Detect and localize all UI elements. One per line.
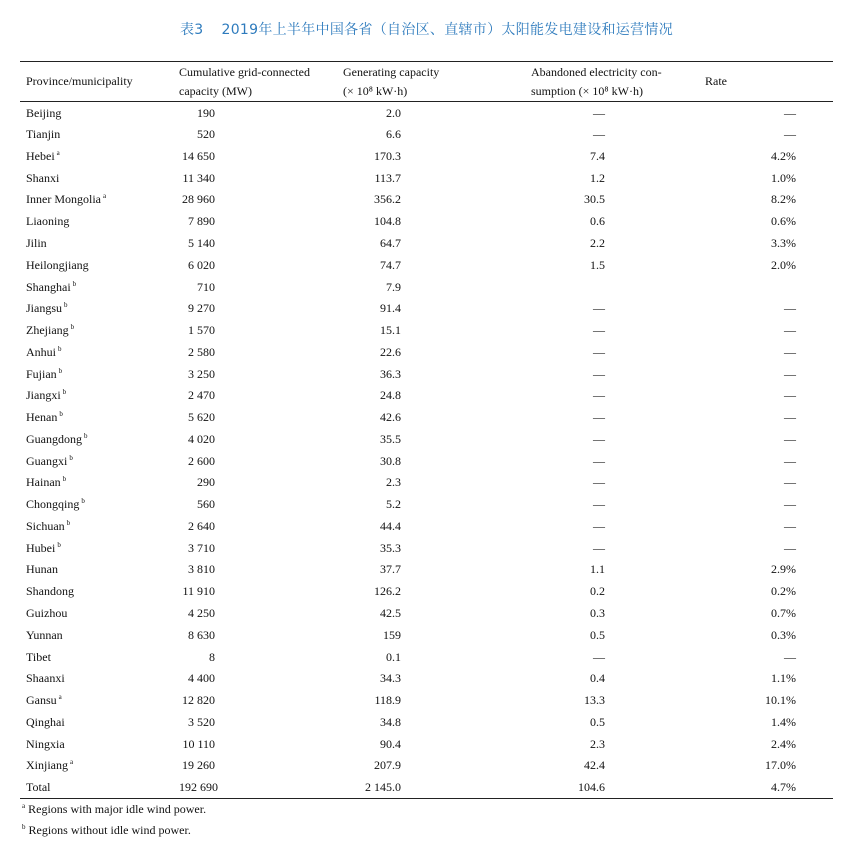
abandoned-cell: 2.2 bbox=[590, 235, 605, 250]
rate-cell: — bbox=[784, 540, 796, 555]
table-row bbox=[20, 580, 833, 602]
table-row bbox=[20, 189, 833, 211]
generating-cell: 2.0 bbox=[386, 105, 401, 120]
province-cell bbox=[20, 602, 179, 624]
rate-cell: 4.2% bbox=[771, 148, 796, 163]
generating-cell: 2 145.0 bbox=[343, 776, 531, 798]
province-cell bbox=[20, 776, 179, 798]
province-cell bbox=[20, 167, 179, 189]
footnote-marker: b bbox=[69, 453, 73, 462]
capacity-cell: 9 270 bbox=[188, 301, 215, 316]
capacity-cell: 28 960 bbox=[182, 192, 215, 207]
header-generating-line2: (× 10⁸ kW·h) bbox=[343, 83, 408, 98]
table-row bbox=[20, 450, 833, 472]
table-row bbox=[20, 667, 833, 689]
generating-cell: 22.6 bbox=[380, 344, 401, 359]
table-row bbox=[20, 276, 833, 298]
capacity-cell: 7 890 bbox=[188, 214, 215, 229]
table-row bbox=[20, 624, 833, 646]
footnote-marker: b bbox=[58, 366, 63, 375]
generating-cell: 5.2 bbox=[386, 497, 401, 512]
table-row bbox=[20, 123, 833, 145]
capacity-cell: 19 260 bbox=[182, 758, 215, 773]
province-name: Inner Mongolia bbox=[26, 192, 101, 207]
table-row bbox=[20, 537, 833, 559]
province-name: Hainan bbox=[26, 475, 61, 490]
footnote-text: Regions without idle wind power. bbox=[28, 823, 191, 837]
header-generating bbox=[343, 62, 531, 102]
abandoned-cell: 7.4 bbox=[590, 148, 605, 163]
province-name: Beijing bbox=[26, 105, 62, 120]
rate-cell: 3.3% bbox=[771, 235, 796, 250]
province-cell bbox=[20, 711, 179, 733]
province-name: Ningxia bbox=[26, 736, 65, 751]
province-cell bbox=[20, 754, 179, 776]
footnote-marker: b bbox=[57, 540, 61, 549]
province-name: Heilongjiang bbox=[26, 257, 89, 272]
capacity-cell: 5 140 bbox=[188, 235, 215, 250]
province-name: Fujian bbox=[26, 366, 57, 381]
table-row bbox=[20, 406, 833, 428]
province-cell bbox=[20, 363, 179, 385]
province-name: Anhui bbox=[26, 344, 56, 359]
generating-cell: 74.7 bbox=[380, 257, 401, 272]
table-row bbox=[20, 167, 833, 189]
footnote-text: Regions with major idle wind power. bbox=[28, 802, 207, 816]
capacity-cell: 3 810 bbox=[188, 562, 215, 577]
capacity-cell: 3 710 bbox=[188, 540, 215, 555]
table-row bbox=[20, 102, 833, 124]
province-name: Shanxi bbox=[26, 170, 60, 185]
rate-cell: — bbox=[784, 344, 796, 359]
province-name: Chongqing bbox=[26, 497, 80, 512]
abandoned-cell: — bbox=[593, 540, 605, 555]
rate-cell: 0.6% bbox=[771, 214, 796, 229]
rate-cell: 17.0% bbox=[765, 758, 796, 773]
abandoned-cell: — bbox=[593, 301, 605, 316]
table-row bbox=[20, 689, 833, 711]
table-row bbox=[20, 602, 833, 624]
table-row bbox=[20, 711, 833, 733]
province-name: Shanghai bbox=[26, 279, 71, 294]
rate-cell bbox=[705, 276, 833, 298]
capacity-cell: 4 400 bbox=[188, 671, 215, 686]
header-rate: Rate bbox=[705, 62, 833, 102]
table-row bbox=[20, 297, 833, 319]
abandoned-cell: 1.2 bbox=[590, 170, 605, 185]
footnote-marker: b bbox=[72, 279, 77, 288]
rate-cell: — bbox=[784, 518, 796, 533]
province-name: Shaanxi bbox=[26, 671, 65, 686]
generating-cell: 207.9 bbox=[374, 758, 401, 773]
rate-cell: 1.4% bbox=[771, 714, 796, 729]
generating-cell: 118.9 bbox=[374, 693, 401, 708]
province-name: Tibet bbox=[26, 649, 51, 664]
generating-cell: 30.8 bbox=[380, 453, 401, 468]
capacity-cell: 190 bbox=[197, 105, 215, 120]
abandoned-cell: — bbox=[593, 344, 605, 359]
footnote-marker: a bbox=[56, 148, 60, 157]
abandoned-cell: — bbox=[593, 497, 605, 512]
province-cell bbox=[20, 733, 179, 755]
capacity-cell: 10 110 bbox=[182, 736, 215, 751]
capacity-cell: 2 600 bbox=[188, 453, 215, 468]
province-name: Qinghai bbox=[26, 714, 65, 729]
capacity-cell: 290 bbox=[197, 475, 215, 490]
header-capacity bbox=[179, 62, 343, 102]
abandoned-cell: — bbox=[593, 453, 605, 468]
rate-cell: — bbox=[784, 323, 796, 338]
table-title: 2019年上半年中国各省（自治区、直辖市）太阳能发电建设和运营情况 bbox=[221, 22, 674, 38]
table-row bbox=[20, 384, 833, 406]
province-cell bbox=[20, 341, 179, 363]
province-cell bbox=[20, 624, 179, 646]
table-row bbox=[20, 472, 833, 494]
rate-cell: 0.7% bbox=[771, 605, 796, 620]
generating-cell: 24.8 bbox=[380, 388, 401, 403]
table-header-row bbox=[20, 62, 833, 102]
capacity-cell: 6 020 bbox=[188, 257, 215, 272]
rate-cell: — bbox=[784, 497, 796, 512]
province-cell bbox=[20, 123, 179, 145]
capacity-cell: 3 250 bbox=[188, 366, 215, 381]
table-row bbox=[20, 493, 833, 515]
generating-cell: 0.1 bbox=[386, 649, 401, 664]
rate-cell: — bbox=[784, 301, 796, 316]
province-name: Gansu bbox=[26, 693, 57, 708]
abandoned-cell: 0.4 bbox=[590, 671, 605, 686]
abandoned-cell: — bbox=[593, 105, 605, 120]
abandoned-cell: — bbox=[593, 431, 605, 446]
rate-cell: 10.1% bbox=[765, 693, 796, 708]
capacity-cell: 8 630 bbox=[188, 627, 215, 642]
abandoned-cell: — bbox=[593, 518, 605, 533]
generating-cell: 35.5 bbox=[380, 431, 401, 446]
province-cell bbox=[20, 493, 179, 515]
province-cell bbox=[20, 319, 179, 341]
table-row bbox=[20, 341, 833, 363]
generating-cell: 36.3 bbox=[380, 366, 401, 381]
table-row bbox=[20, 646, 833, 668]
generating-cell: 34.8 bbox=[380, 714, 401, 729]
header-abandoned bbox=[531, 62, 705, 102]
rate-cell: 1.0% bbox=[771, 170, 796, 185]
footnote-marker: b bbox=[59, 410, 63, 419]
province-cell bbox=[20, 537, 179, 559]
table-row bbox=[20, 428, 833, 450]
rate-cell: 2.9% bbox=[771, 562, 796, 577]
footnote-marker: a bbox=[70, 758, 74, 767]
header-province: Province/municipality bbox=[20, 62, 179, 102]
abandoned-cell: — bbox=[593, 388, 605, 403]
abandoned-cell: — bbox=[593, 475, 605, 490]
abandoned-cell: 0.6 bbox=[590, 214, 605, 229]
footnote-marker: b bbox=[58, 344, 62, 353]
header-capacity-line2: capacity (MW) bbox=[179, 83, 252, 98]
rate-cell: — bbox=[784, 366, 796, 381]
capacity-cell: 710 bbox=[197, 279, 215, 294]
footnote-marker: b bbox=[66, 518, 71, 527]
province-cell bbox=[20, 145, 179, 167]
capacity-cell: 560 bbox=[197, 497, 215, 512]
generating-cell: 113.7 bbox=[374, 170, 401, 185]
abandoned-cell: 2.3 bbox=[590, 736, 605, 751]
province-cell bbox=[20, 580, 179, 602]
province-name: Total bbox=[26, 779, 51, 794]
table-row bbox=[20, 232, 833, 254]
header-capacity-line1: Cumulative grid-connected bbox=[179, 64, 310, 79]
rate-cell: — bbox=[784, 388, 796, 403]
footnote-marker: b bbox=[62, 475, 67, 484]
province-name: Shandong bbox=[26, 584, 74, 599]
generating-cell: 42.6 bbox=[380, 410, 401, 425]
table-row bbox=[20, 210, 833, 232]
generating-cell: 35.3 bbox=[380, 540, 401, 555]
province-name: Hebei bbox=[26, 148, 55, 163]
province-cell bbox=[20, 559, 179, 581]
rate-cell: 0.2% bbox=[771, 584, 796, 599]
province-cell bbox=[20, 689, 179, 711]
abandoned-cell: — bbox=[593, 127, 605, 142]
province-name: Guangdong bbox=[26, 431, 82, 446]
rate-cell: — bbox=[784, 410, 796, 425]
table-row bbox=[20, 254, 833, 276]
table-row bbox=[20, 319, 833, 341]
rate-cell: — bbox=[784, 475, 796, 490]
capacity-cell: 11 910 bbox=[182, 584, 215, 599]
table-row bbox=[20, 776, 833, 798]
rate-cell: 1.1% bbox=[771, 671, 796, 686]
footnote-marker: b bbox=[70, 323, 75, 332]
capacity-cell: 5 620 bbox=[188, 410, 215, 425]
province-name: Guizhou bbox=[26, 605, 68, 620]
abandoned-cell: 42.4 bbox=[584, 758, 605, 773]
generating-cell: 90.4 bbox=[380, 736, 401, 751]
rate-cell: — bbox=[784, 431, 796, 446]
capacity-cell: 520 bbox=[197, 127, 215, 142]
generating-cell: 34.3 bbox=[380, 671, 401, 686]
table-caption bbox=[0, 19, 853, 39]
rate-cell: — bbox=[784, 649, 796, 664]
generating-cell: 44.4 bbox=[380, 518, 401, 533]
rate-cell: 8.2% bbox=[771, 192, 796, 207]
capacity-cell: 192 690 bbox=[179, 776, 343, 798]
footnote-marker: b bbox=[84, 431, 88, 440]
capacity-cell: 4 020 bbox=[188, 431, 215, 446]
table-label: 表3 bbox=[179, 22, 204, 38]
province-cell bbox=[20, 646, 179, 668]
province-name: Henan bbox=[26, 410, 58, 425]
rate-cell: 0.3% bbox=[771, 627, 796, 642]
abandoned-cell: — bbox=[593, 366, 605, 381]
footnote-a bbox=[22, 802, 206, 817]
header-abandoned-line2: sumption (× 10⁸ kW·h) bbox=[531, 83, 643, 98]
table-row bbox=[20, 559, 833, 581]
capacity-cell: 11 340 bbox=[182, 170, 215, 185]
province-cell bbox=[20, 384, 179, 406]
province-name: Jilin bbox=[26, 235, 47, 250]
abandoned-cell: 0.2 bbox=[590, 584, 605, 599]
rate-cell: 2.4% bbox=[771, 736, 796, 751]
province-cell bbox=[20, 189, 179, 211]
abandoned-cell bbox=[531, 276, 705, 298]
footnote-mark: b bbox=[22, 823, 26, 831]
capacity-cell: 1 570 bbox=[188, 323, 215, 338]
generating-cell: 104.8 bbox=[374, 214, 401, 229]
abandoned-cell: — bbox=[593, 410, 605, 425]
capacity-cell: 2 640 bbox=[188, 518, 215, 533]
abandoned-cell: 13.3 bbox=[584, 693, 605, 708]
generating-cell: 7.9 bbox=[386, 279, 401, 294]
province-cell bbox=[20, 406, 179, 428]
capacity-cell: 3 520 bbox=[188, 714, 215, 729]
abandoned-cell: — bbox=[593, 649, 605, 664]
province-cell bbox=[20, 515, 179, 537]
rate-cell: — bbox=[784, 127, 796, 142]
abandoned-cell: 1.5 bbox=[590, 257, 605, 272]
province-name: Zhejiang bbox=[26, 323, 69, 338]
province-cell bbox=[20, 472, 179, 494]
province-cell bbox=[20, 276, 179, 298]
generating-cell: 356.2 bbox=[374, 192, 401, 207]
province-cell bbox=[20, 428, 179, 450]
table-row bbox=[20, 515, 833, 537]
header-generating-line1: Generating capacity bbox=[343, 64, 440, 79]
table-row bbox=[20, 733, 833, 755]
generating-cell: 15.1 bbox=[380, 323, 401, 338]
table-row bbox=[20, 754, 833, 776]
footnote-marker: a bbox=[102, 192, 107, 201]
abandoned-cell: 0.3 bbox=[590, 605, 605, 620]
province-name: Sichuan bbox=[26, 518, 65, 533]
abandoned-cell: 0.5 bbox=[590, 627, 605, 642]
province-name: Liaoning bbox=[26, 214, 70, 229]
capacity-cell: 4 250 bbox=[188, 605, 215, 620]
rate-cell: — bbox=[784, 105, 796, 120]
province-name: Hunan bbox=[26, 562, 58, 577]
abandoned-cell: 104.6 bbox=[531, 776, 705, 798]
province-name: Yunnan bbox=[26, 627, 63, 642]
footnote-mark: a bbox=[22, 802, 26, 810]
province-cell bbox=[20, 254, 179, 276]
province-cell bbox=[20, 667, 179, 689]
province-name: Jiangxi bbox=[26, 388, 61, 403]
province-cell bbox=[20, 210, 179, 232]
generating-cell: 64.7 bbox=[380, 235, 401, 250]
province-name: Guangxi bbox=[26, 453, 68, 468]
generating-cell: 91.4 bbox=[380, 301, 401, 316]
province-cell bbox=[20, 297, 179, 319]
abandoned-cell: 0.5 bbox=[590, 714, 605, 729]
footnote-marker: b bbox=[62, 388, 67, 397]
province-name: Xinjiang bbox=[26, 758, 68, 773]
footnote-marker: b bbox=[81, 497, 85, 506]
generating-cell: 159 bbox=[383, 627, 401, 642]
rate-cell: 4.7% bbox=[705, 776, 833, 798]
generating-cell: 126.2 bbox=[374, 584, 401, 599]
footnote-b bbox=[22, 823, 191, 838]
capacity-cell: 14 650 bbox=[182, 148, 215, 163]
footnote-marker: a bbox=[58, 693, 62, 702]
generating-cell: 42.5 bbox=[380, 605, 401, 620]
table-row bbox=[20, 363, 833, 385]
header-abandoned-line1: Abandoned electricity con- bbox=[531, 64, 662, 79]
province-name: Hubei bbox=[26, 540, 56, 555]
capacity-cell: 8 bbox=[209, 649, 215, 664]
table-row bbox=[20, 145, 833, 167]
province-cell bbox=[20, 102, 179, 124]
generating-cell: 37.7 bbox=[380, 562, 401, 577]
capacity-cell: 12 820 bbox=[182, 693, 215, 708]
abandoned-cell: — bbox=[593, 323, 605, 338]
capacity-cell: 2 470 bbox=[188, 388, 215, 403]
province-name: Tianjin bbox=[26, 127, 61, 142]
rate-cell: — bbox=[784, 453, 796, 468]
province-cell bbox=[20, 232, 179, 254]
solar-data-table bbox=[20, 61, 833, 799]
capacity-cell: 2 580 bbox=[188, 344, 215, 359]
generating-cell: 2.3 bbox=[386, 475, 401, 490]
footnote-marker: b bbox=[64, 301, 68, 310]
generating-cell: 170.3 bbox=[374, 148, 401, 163]
province-name: Jiangsu bbox=[26, 301, 62, 316]
province-cell bbox=[20, 450, 179, 472]
abandoned-cell: 1.1 bbox=[590, 562, 605, 577]
rate-cell: 2.0% bbox=[771, 257, 796, 272]
generating-cell: 6.6 bbox=[386, 127, 401, 142]
abandoned-cell: 30.5 bbox=[584, 192, 605, 207]
